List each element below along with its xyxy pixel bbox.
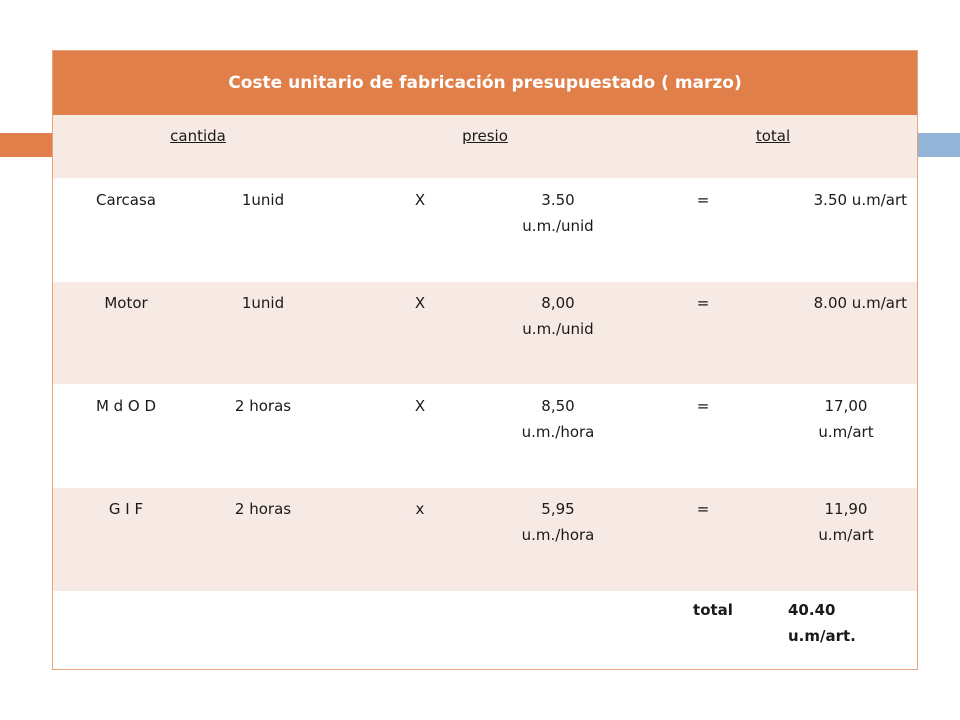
row-total-line-1: 11,90 [824, 500, 868, 518]
row-total-line-2: u.m/art [818, 526, 874, 544]
row-concepto: Carcasa [96, 191, 156, 209]
table-row [53, 281, 917, 385]
slide-accent-bar-right [918, 133, 960, 157]
table-header-row [53, 115, 917, 178]
row-igual: = [696, 500, 710, 518]
row-precio-valor: 8,00 [541, 294, 575, 312]
header-precio: presio [462, 127, 508, 145]
row-precio-unidad: u.m./hora [521, 423, 595, 441]
row-precio-unidad: u.m./hora [521, 526, 595, 544]
total-value [788, 597, 856, 649]
row-cantidad: 1unid [241, 294, 285, 312]
total-label: total [693, 601, 733, 619]
row-operador: X [414, 294, 426, 312]
row-igual: = [696, 191, 710, 209]
header-cantidad: cantida [170, 127, 226, 145]
row-total [814, 290, 907, 316]
row-total-line-1: 8.00 u.m/art [813, 294, 907, 312]
row-precio [522, 496, 595, 548]
row-cantidad: 1unid [241, 191, 285, 209]
row-igual: = [696, 294, 710, 312]
cost-table [52, 50, 918, 670]
row-precio-unidad: u.m./unid [522, 320, 594, 338]
row-operador: X [414, 397, 426, 415]
row-total [814, 187, 907, 213]
row-igual: = [696, 397, 710, 415]
row-total-line-1: 17,00 [824, 397, 868, 415]
row-concepto: M d O D [95, 397, 157, 415]
row-precio-valor: 5,95 [541, 500, 575, 518]
table-title: Coste unitario de fabricación presupuestado ( marzo) [53, 51, 917, 115]
slide-accent-bar-left [0, 133, 52, 157]
row-operador: x [415, 500, 425, 518]
table-row [53, 487, 917, 591]
table-row [53, 384, 917, 488]
row-precio-unidad: u.m./unid [522, 217, 594, 235]
table-row [53, 178, 917, 282]
row-precio [522, 290, 593, 342]
row-total [818, 393, 873, 445]
row-operador: X [414, 191, 426, 209]
row-precio-valor: 3.50 [541, 191, 575, 209]
row-precio-valor: 8,50 [541, 397, 575, 415]
total-value-line-2: u.m/art. [788, 627, 856, 645]
row-total [818, 496, 873, 548]
row-total-line-2: u.m/art [818, 423, 874, 441]
total-value-line-1: 40.40 [788, 601, 836, 619]
header-total: total [755, 127, 791, 145]
row-concepto: Motor [104, 294, 148, 312]
row-cantidad: 2 horas [234, 500, 292, 518]
row-cantidad: 2 horas [234, 397, 292, 415]
row-precio [522, 187, 593, 239]
row-precio [522, 393, 595, 445]
row-total-line-1: 3.50 u.m/art [813, 191, 907, 209]
total-row [53, 591, 917, 669]
row-concepto: G I F [108, 500, 144, 518]
